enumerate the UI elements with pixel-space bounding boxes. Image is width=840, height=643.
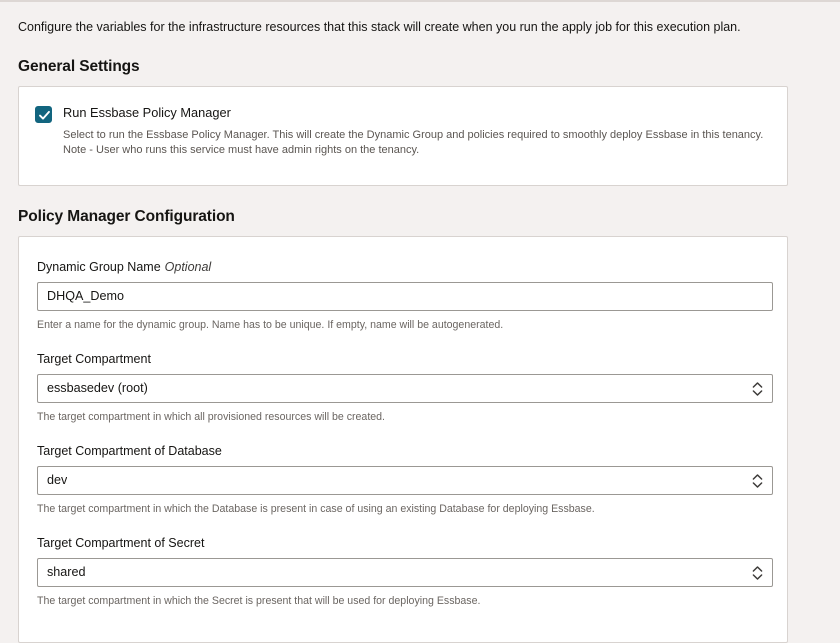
chevron-up-down-glyph [752,381,763,397]
field-target-compartment-of-secret [19,535,787,608]
helper-dynamic-group-name: Enter a name for the dynamic group. Name has to be unique. If empty, name will be autogenerated. [37,319,504,331]
page-intro-text: Configure the variables for the infrastructure resources that this stack will create when you run the apply job for this execution plan. [18,20,741,34]
chevron-up-down-icon[interactable] [751,472,763,490]
run-essbase-policy-manager-label[interactable]: Run Essbase Policy Manager [63,105,231,120]
section-title-policy-manager-configuration: Policy Manager Configuration [18,208,235,225]
helper-target-compartment-of-database: The target compartment in which the Database is present in case of using an existing Database for deploying Essbase. [37,503,595,515]
dynamic-group-name-input[interactable] [37,282,773,311]
optional-tag: Optional [164,260,212,274]
target-compartment-of-database-select[interactable] [37,466,773,495]
target-compartment-of-database-value: dev [47,473,68,487]
run-essbase-policy-manager-description: Select to run the Essbase Policy Manager. This will create the Dynamic Group and policies required to smoothly deploy Essbase in this tenancy. Note - User who runs this service must have admin rights on the tenancy. [63,129,764,156]
helper-target-compartment-of-secret: The target compartment in which the Secret is present that will be used for deploying Essbase. [37,595,481,607]
chevron-up-down-glyph [752,473,763,489]
policy-manager-configuration-panel [18,236,788,643]
field-target-compartment [19,351,787,424]
label-text: Target Compartment of Database [37,444,222,458]
check-icon [38,109,51,122]
label-dynamic-group-name [37,259,769,275]
chevron-up-down-icon[interactable] [751,564,763,582]
field-dynamic-group-name [19,259,787,332]
chevron-up-down-glyph [752,565,763,581]
section-title-general-settings: General Settings [18,58,140,75]
label-target-compartment-of-secret [37,535,769,551]
label-target-compartment [37,351,769,367]
label-text: Dynamic Group Name [37,260,161,274]
helper-target-compartment: The target compartment in which all provisioned resources will be created. [37,411,385,423]
run-essbase-policy-manager-checkbox[interactable] [35,106,52,123]
run-essbase-policy-manager-body [63,105,771,158]
field-target-compartment-of-database [19,443,787,516]
label-target-compartment-of-database [37,443,769,459]
general-settings-panel [18,86,788,186]
label-text: Target Compartment [37,352,151,366]
top-divider [0,0,840,2]
run-essbase-policy-manager-row [35,105,771,158]
target-compartment-of-secret-value: shared [47,565,86,579]
dynamic-group-name-value: DHQA_Demo [47,289,124,303]
target-compartment-select[interactable] [37,374,773,403]
chevron-up-down-icon[interactable] [751,380,763,398]
target-compartment-value: essbasedev (root) [47,381,148,395]
label-text: Target Compartment of Secret [37,536,205,550]
target-compartment-of-secret-select[interactable] [37,558,773,587]
